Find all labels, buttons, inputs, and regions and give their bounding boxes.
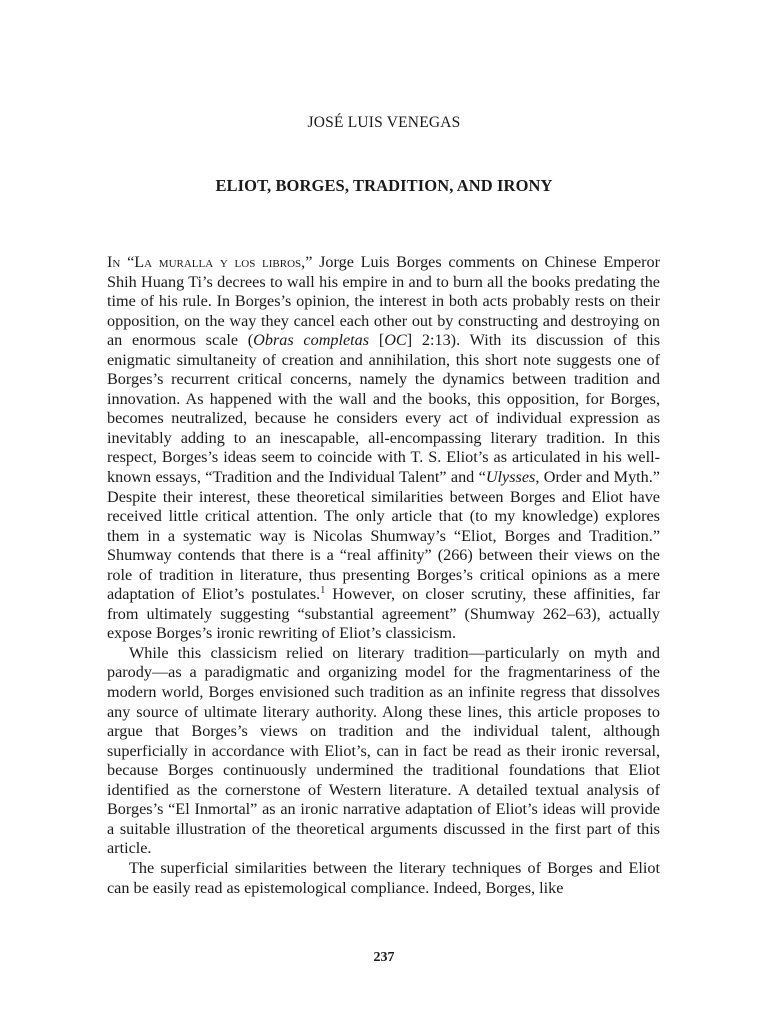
- paragraph-1-text-a: Jorge Luis Borges comments on Chinese Emperor Shih Huang Ti’s decrees to wall his empire in and to burn all the books predating the time of his rule. In Borges’s opinion, the interest in both acts probably rests on their opposition, on the way they cancel each other out by constructing and destroying on an enormous scale (: [107, 253, 660, 350]
- oc-italic: OC: [384, 331, 407, 350]
- footnote-marker[interactable]: 1: [320, 585, 326, 597]
- article-title: ELIOT, BORGES, TRADITION, AND IRONY: [215, 176, 553, 195]
- article-body: [107, 253, 660, 898]
- paragraph-1-text-b: [: [369, 331, 385, 350]
- paragraph-1: [107, 253, 660, 644]
- paragraph-1-text-e: However, on closer scrutiny, these affinities, far from ultimately suggesting “substantial agreement” (Shumway 262–63), actually expose Borges’s ironic rewriting of Eliot’s classicism.: [107, 585, 661, 643]
- obras-completas-italic: Obras completas: [253, 331, 370, 350]
- paragraph-1-text-c: ] 2:13). With its discussion of this enigmatic simultaneity of creation and annihilation, this short note suggests one of Borges’s recurrent critical concerns, namely the dynamics between tradition and innovation. As happened with the wall and the books, this opposition, for Borges, becomes neutralized, because he considers every act of individual expression as inevitably adding to an inescapable, all-encompassing literary tradition. In this respect, Borges’s ideas seem to coincide with T. S. Eliot’s as articulated in his well-known essays, “Tradition and the Individual Talent” and “: [107, 331, 660, 487]
- opening-essay-title: “La muralla y los libros,”: [127, 253, 313, 271]
- opening-initial: In: [107, 253, 121, 271]
- page-number: 237: [373, 950, 395, 965]
- author-name: JOSÉ LUIS VENEGAS: [307, 114, 461, 131]
- paragraph-3: The superficial similarities between the literary techniques of Borges and Eliot can be easily read as epistemological compliance. Indeed, Borges, like: [107, 858, 660, 897]
- ulysses-italic: Ulysses: [485, 468, 536, 487]
- paragraph-2: While this classicism relied on literary tradition—particularly on myth and parody—as a paradigmatic and organizing model for the fragmentariness of the modern world, Borges envisioned such tradition as an infinite regress that dissolves any source of ultimate literary authority. Along these lines, this article proposes to argue that Borges’s views on tradition and the individual talent, although superficially in accordance with Eliot’s, can in fact be read as their ironic reversal, because Borges continuously undermined the traditional foundations that Eliot identified as the cornerstone of Western literature. A detailed textual analysis of Borges’s “El Inmortal” as an ironic narrative adaptation of Eliot’s ideas will provide a suitable illustration of the theoretical arguments discussed in the first part of this article.: [107, 643, 660, 858]
- paragraph-1-text-d: , Order and Myth.” Despite their interest, these theoretical similarities between Borges and Eliot have received little critical attention. The only article that (to my knowledge) explores them in a systematic way is Nicolas Shumway’s “Eliot, Borges and Tradition.” Shumway contends that there is a “real affinity” (266) between their views on the role of tradition in literature, thus presenting Borges’s critical opinions as a mere adaptation of Eliot’s postulates.: [107, 468, 660, 604]
